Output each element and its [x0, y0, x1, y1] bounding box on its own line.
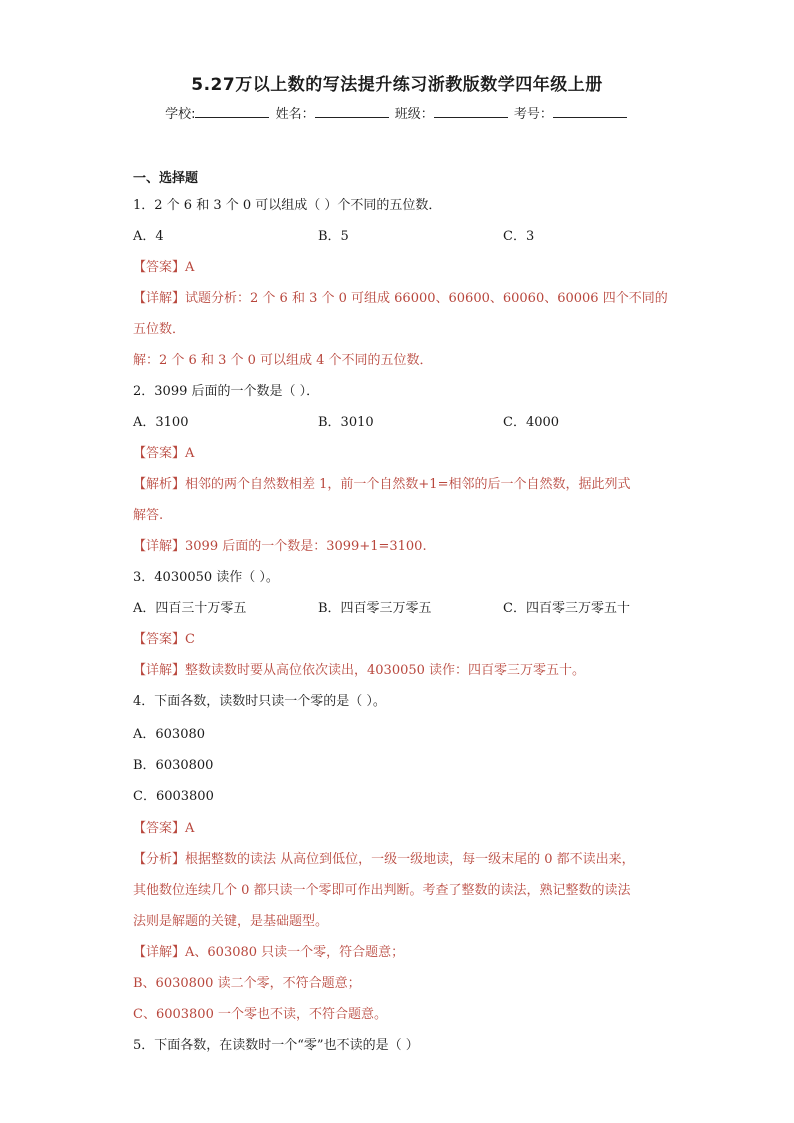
answer-tag: 【答案】 [133, 260, 186, 275]
detail-tag: 【详解】 [133, 663, 186, 678]
question-4-analysis-cont-2: 法则是解题的关键，是基础题型。 [133, 914, 329, 929]
answer-tag: 【答案】 [133, 821, 186, 836]
question-1-detail [133, 287, 668, 306]
question-4-detail [133, 941, 404, 960]
question-1-option-b: B．5 [318, 229, 349, 244]
exam-label: 考号： [513, 107, 553, 122]
question-4-analysis [133, 848, 635, 867]
answer-value: A [185, 260, 195, 275]
question-1-option-a: A．4 [133, 229, 164, 244]
answer-value: C [185, 632, 195, 647]
detail-text: A、603080 只读一个零，符合题意； [185, 945, 405, 960]
answer-tag: 【答案】 [133, 632, 186, 647]
question-1-answer [133, 256, 194, 275]
school-label: 学校: [165, 107, 196, 122]
detail-text: 试题分析：2 个 6 和 3 个 0 可组成 66000、60600、60060、60006 四个不同的 [185, 291, 668, 306]
question-2-option-b: B．3010 [318, 415, 374, 430]
detail-tag: 【详解】 [133, 945, 186, 960]
question-4-option-a: A．603080 [133, 727, 206, 742]
answer-value: A [185, 446, 195, 461]
question-4-detail-cont-2: C、6003800 一个零也不读，不符合题意。 [133, 1007, 387, 1022]
detail-text: 3099 后面的一个数是：3099+1=3100. [185, 539, 427, 554]
question-1-detail-cont: 五位数． [133, 322, 186, 337]
answer-value: A [185, 821, 195, 836]
analysis-text: 相邻的两个自然数相差 1，前一个自然数+1=相邻的后一个自然数，据此列式 [185, 477, 631, 492]
detail-tag: 【详解】 [133, 539, 186, 554]
question-3-answer [133, 628, 195, 647]
school-blank[interactable] [195, 105, 269, 118]
question-4-detail-cont-1: B、6030800 读二个零，不符合题意； [133, 976, 361, 991]
question-2-stem: 2．3099 后面的一个数是（ ）． [133, 384, 320, 399]
page-title: 5.27万以上数的写法提升练习浙教版数学四年级上册 [191, 75, 603, 95]
question-1-solution: 解：2 个 6 和 3 个 0 可以组成 4 个不同的五位数． [133, 353, 433, 368]
question-2-analysis [133, 473, 630, 492]
question-4-option-b: B．6030800 [133, 758, 214, 773]
question-4-option-c: C．6003800 [133, 789, 214, 804]
detail-tag: 【详解】 [133, 291, 186, 306]
question-4-analysis-cont-1: 其他数位连续几个 0 都只读一个零即可作出判断。考查了整数的读法，熟记整数的读法 [133, 883, 631, 898]
class-blank[interactable] [434, 105, 508, 118]
question-3-option-a: A．四百三十万零五 [133, 601, 247, 616]
answer-tag: 【答案】 [133, 446, 186, 461]
section-title: 一、选择题 [133, 171, 199, 186]
name-label: 姓名： [275, 107, 315, 122]
question-3-option-b: B．四百零三万零五 [318, 601, 432, 616]
question-4-stem: 4．下面各数，读数时只读一个零的是（ ）。 [133, 694, 386, 709]
question-2-option-c: C．4000 [503, 415, 560, 430]
question-3-option-c: C．四百零三万零五十 [503, 601, 630, 616]
question-5-stem: 5．下面各数，在读数时一个“零”也不读的是（ ） [133, 1038, 419, 1053]
analysis-text: 根据整数的读法 从高位到低位，一级一级地读，每一级末尾的 0 都不读出来， [185, 852, 635, 867]
question-2-answer [133, 442, 194, 461]
analysis-tag: 【解析】 [133, 477, 186, 492]
question-2-detail [133, 535, 427, 554]
question-1-option-c: C．3 [503, 229, 535, 244]
detail-text: 整数读数时要从高位依次读出，4030050 读作：四百零三万零五十。 [185, 663, 586, 678]
question-3-detail [133, 659, 585, 678]
name-blank[interactable] [315, 105, 389, 118]
question-3-stem: 3．4030050 读作（ ）。 [133, 570, 279, 585]
question-1-stem: 1．2 个 6 和 3 个 0 可以组成（ ）个不同的五位数． [133, 198, 442, 213]
question-2-analysis-cont: 解答. [133, 508, 164, 523]
question-2-option-a: A．3100 [133, 415, 189, 430]
exam-blank[interactable] [553, 105, 627, 118]
class-label: 班级： [394, 107, 434, 122]
question-4-answer [133, 817, 194, 836]
student-info-line [0, 103, 794, 122]
analysis-tag: 【分析】 [133, 852, 186, 867]
